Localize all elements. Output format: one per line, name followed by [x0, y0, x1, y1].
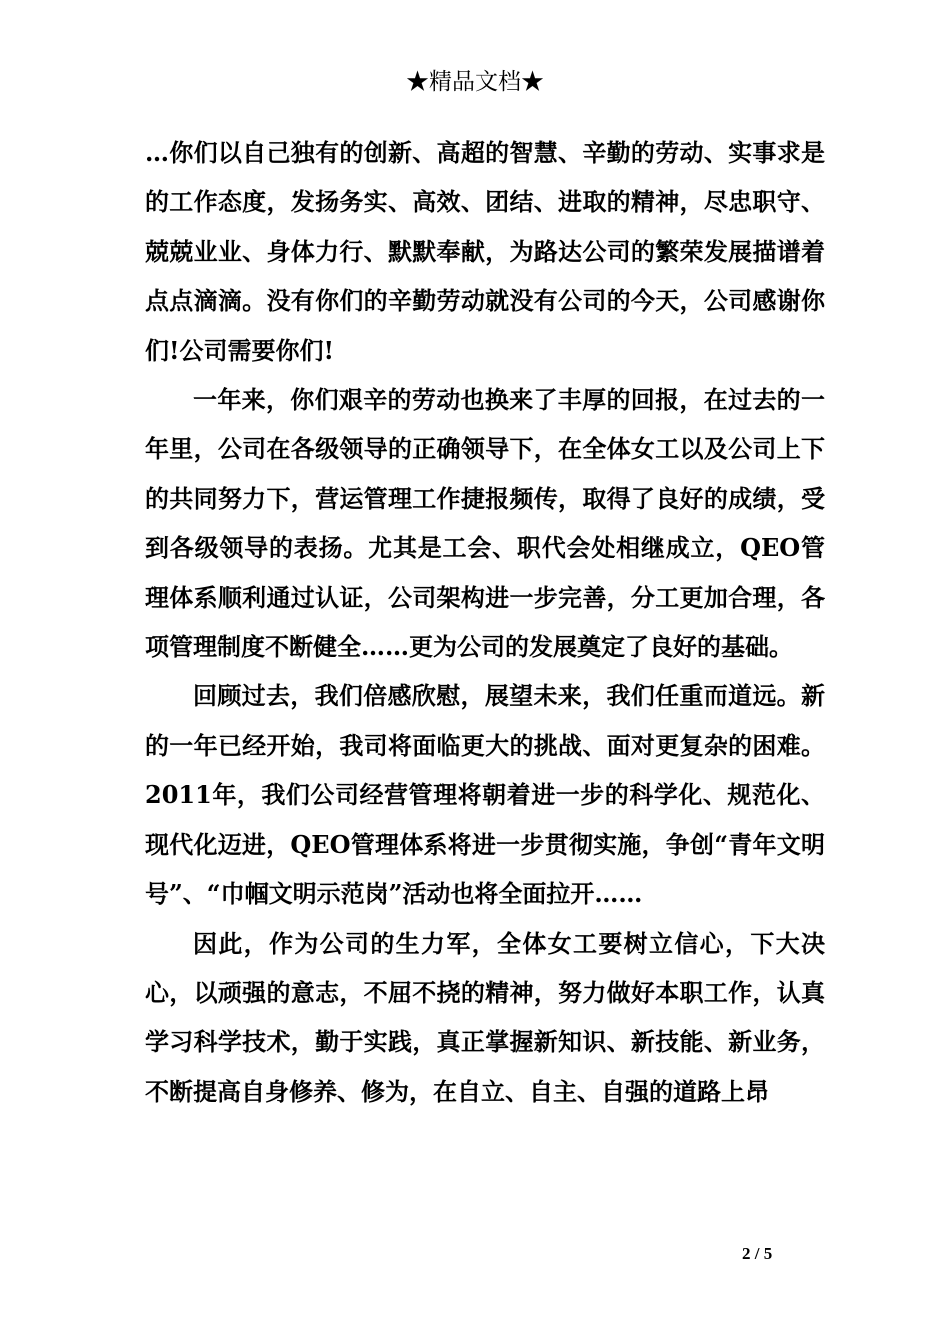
page-header-title: ★精品文档★	[406, 69, 544, 95]
paragraph-2: 一年来，你们艰辛的劳动也换来了丰厚的回报，在过去的一年里，公司在各级领导的正确领导下，在全体女工以及公司上下的共同努力下，营运管理工作捷报频传，取得了良好的成绩，受到各级领导的表扬。尤其是工会、职代会处相继成立，QEO管理体系顺利通过认证，公司架构进一步完善，分工更加合理，各项管理制度不断健全……更为公司的发展奠定了良好的基础。	[145, 385, 825, 662]
paragraph-4: 因此，作为公司的生力军，全体女工要树立信心，下大决心，以顽强的意志，不屈不挠的精神，努力做好本职工作，认真学习科学技术，勤于实践，真正掌握新知识、新技能、新业务，不断提高自身修养、修为，在自立、自主、自强的道路上昂	[145, 928, 825, 1106]
paragraph-1: …你们以自己独有的创新、高超的智慧、辛勤的劳动、实事求是的工作态度，发扬务实、高效、团结、进取的精神，尽忠职守、兢兢业业、身体力行、默默奉献，为路达公司的繁荣发展描谱着点点滴滴。没有你们的辛勤劳动就没有公司的今天，公司感谢你们!公司需要你们!	[145, 138, 825, 365]
page-number: 2 / 5	[742, 1244, 773, 1263]
document-body	[145, 128, 825, 1116]
paragraph-3: 回顾过去，我们倍感欣慰，展望未来，我们任重而道远。新的一年已经开始，我司将面临更大的挑战、面对更复杂的困难。2011年，我们公司经营管理将朝着进一步的科学化、规范化、现代化迈进，QEO管理体系将进一步贯彻实施，争创“青年文明号”、“巾帼文明示范岗”活动也将全面拉开……	[145, 681, 825, 909]
